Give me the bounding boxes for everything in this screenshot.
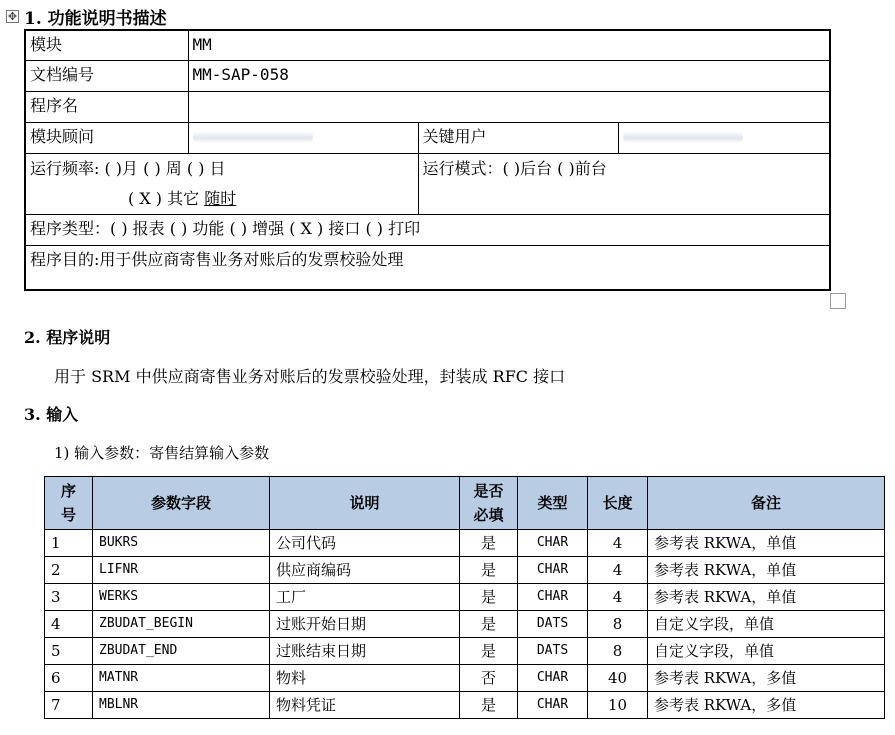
table-cell[interactable]: MBLNR [93,692,270,719]
table-cell[interactable]: 10 [588,692,648,719]
run-frequency-other-value: 随时 [204,188,237,208]
table-cell[interactable]: 参考表 RKWA，单值 [648,584,885,611]
section-3-title: 3. 输入 [24,405,79,424]
table-cell[interactable]: CHAR [518,557,588,584]
program-purpose-line: 程序目的:用于供应商寄售业务对账后的发票校验处理 [25,246,830,290]
section-1-title: 1. 功能说明书描述 [24,9,167,29]
table-cell[interactable]: 1 [45,530,93,557]
run-frequency-line: 运行频率: ( )月 ( ) 周 ( ) 日 [30,158,226,178]
table-cell[interactable]: 供应商编码 [270,557,460,584]
table-resize-handle[interactable] [830,293,846,309]
table-cell[interactable]: 自定义字段，单值 [648,638,885,665]
redacted-name [193,131,313,143]
module-value[interactable]: MM [188,30,830,60]
table-cell[interactable]: 5 [45,638,93,665]
table-cell[interactable]: 是 [460,530,518,557]
table-cell[interactable]: MATNR [93,665,270,692]
doc-number-value[interactable]: MM-SAP-058 [188,60,830,91]
key-user-value[interactable] [618,122,830,153]
table-cell[interactable]: LIFNR [93,557,270,584]
doc-number-label: 文档编号 [25,60,188,91]
table-cell[interactable]: 4 [588,530,648,557]
table-cell[interactable]: 参考表 RKWA，多值 [648,692,885,719]
function-spec-table [24,29,831,291]
column-header: 序 号 [45,477,93,530]
key-user-label: 关键用户 [418,122,618,153]
table-cell[interactable]: CHAR [518,584,588,611]
table-cell[interactable]: 是 [460,611,518,638]
table-cell[interactable]: 物料 [270,665,460,692]
column-header: 是否 必填 [460,477,518,530]
table-cell[interactable]: 4 [588,557,648,584]
table-row [45,584,885,611]
table-row [45,665,885,692]
table-cell[interactable]: 过账开始日期 [270,611,460,638]
section-3-subtitle: 1) 输入参数：寄售结算输入参数 [54,444,270,462]
table-cell[interactable]: 物料凭证 [270,692,460,719]
program-type-line: 程序类型：( ) 报表 ( ) 功能 ( ) 增强 ( X ) 接口 ( ) 打印 [25,215,830,246]
table-cell[interactable]: 8 [588,611,648,638]
column-header: 说明 [270,477,460,530]
module-consultant-label: 模块顾问 [25,122,188,153]
table-cell[interactable]: DATS [518,611,588,638]
table-row [45,638,885,665]
table-cell[interactable]: ZBUDAT_BEGIN [93,611,270,638]
column-header: 备注 [648,477,885,530]
redacted-name [623,131,743,143]
column-header: 类型 [518,477,588,530]
table-cell[interactable]: 40 [588,665,648,692]
table-cell[interactable]: 自定义字段，单值 [648,611,885,638]
run-frequency-cell [25,153,418,214]
table-row [45,611,885,638]
table-cell[interactable]: 是 [460,584,518,611]
program-name-value[interactable] [188,91,830,122]
table-row [45,557,885,584]
table-cell[interactable]: 公司代码 [270,530,460,557]
table-cell[interactable]: WERKS [93,584,270,611]
table-cell[interactable]: 否 [460,665,518,692]
table-cell[interactable]: ZBUDAT_END [93,638,270,665]
module-consultant-value[interactable] [188,122,418,153]
table-cell[interactable]: 7 [45,692,93,719]
table-cell[interactable]: 6 [45,665,93,692]
table-row [45,692,885,719]
program-name-label: 程序名 [25,91,188,122]
table-cell[interactable]: 工厂 [270,584,460,611]
table-cell[interactable]: 参考表 RKWA，多值 [648,665,885,692]
table-cell[interactable]: 是 [460,638,518,665]
table-cell[interactable]: 8 [588,638,648,665]
table-cell[interactable]: 是 [460,557,518,584]
table-row [45,530,885,557]
table-cell[interactable]: 2 [45,557,93,584]
table-cell[interactable]: 是 [460,692,518,719]
module-label: 模块 [25,30,188,60]
table-cell[interactable]: CHAR [518,692,588,719]
table-cell[interactable]: 3 [45,584,93,611]
table-cell[interactable]: 过账结束日期 [270,638,460,665]
table-cell[interactable]: CHAR [518,530,588,557]
column-header: 参数字段 [93,477,270,530]
run-frequency-other: ( X ) 其它 [128,188,205,208]
table-cell[interactable]: CHAR [518,665,588,692]
table-header-row [45,477,885,530]
table-cell[interactable]: DATS [518,638,588,665]
run-mode-cell: 运行模式：( )后台 ( )前台 [418,153,830,214]
section-2-title: 2. 程序说明 [24,328,111,347]
section-2-text: 用于 SRM 中供应商寄售业务对账后的发票校验处理，封装成 RFC 接口 [54,367,566,386]
table-cell[interactable]: 参考表 RKWA，单值 [648,530,885,557]
table-cell[interactable]: 4 [588,584,648,611]
table-cell[interactable]: 4 [45,611,93,638]
column-header: 长度 [588,477,648,530]
input-params-table [44,476,885,719]
table-cell[interactable]: 参考表 RKWA，单值 [648,557,885,584]
table-move-handle-icon[interactable]: ✥ [7,10,18,23]
table-cell[interactable]: BUKRS [93,530,270,557]
